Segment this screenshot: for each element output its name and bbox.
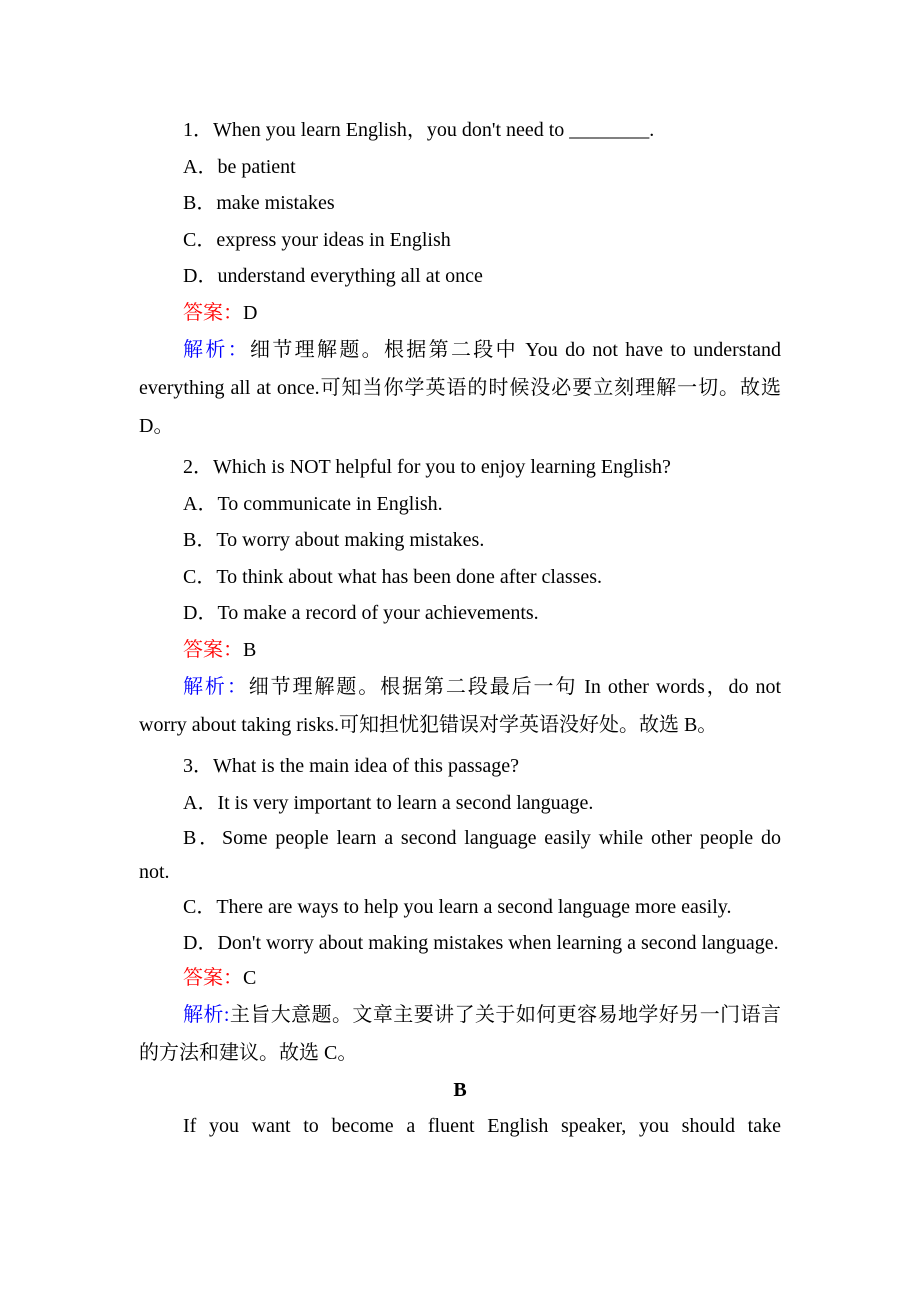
option-c: C．There are ways to help you learn a second language more easily. — [183, 896, 732, 918]
answer-label: 答案： — [183, 301, 243, 324]
option-b: B．To worry about making mistakes. — [183, 529, 485, 551]
answer-value: D — [243, 301, 258, 324]
option-a: A．To communicate in English. — [183, 492, 443, 515]
analysis — [139, 996, 781, 1072]
analysis — [139, 331, 781, 445]
analysis-text: 主旨大意题。文章主要讲了关于如何更容易地学好另一门语言的方法和建议。故选 C。 — [139, 1004, 782, 1064]
option-b: B．make mistakes — [183, 192, 335, 214]
question-stem: 2．Which is NOT helpful for you to enjoy learning English? — [183, 456, 671, 478]
option-d: D．Don't worry about making mistakes when learning a second language. — [183, 931, 779, 954]
document-page — [139, 112, 781, 1145]
answer-value: B — [243, 638, 257, 661]
answer-label: 答案： — [183, 966, 243, 989]
option-c: C．express your ideas in English — [183, 228, 451, 251]
analysis-label: 解析： — [183, 676, 249, 698]
analysis-text: 细节理解题。根据第二段最后一句 In other words，do not worry about taking risks.可知担忧犯错误对学英语没好处。故选 B。 — [139, 676, 782, 736]
answer-line — [139, 632, 781, 669]
section-title: B — [453, 1079, 467, 1101]
question-2 — [139, 449, 781, 744]
question-stem: 1．When you learn English，you don't need to ________. — [183, 119, 655, 141]
option-a: A．be patient — [183, 155, 296, 178]
option-a: A．It is very important to learn a second language. — [183, 791, 594, 814]
analysis-label: 解析： — [183, 339, 250, 361]
option-b: B．Some people learn a second language easily while other people do not. — [139, 827, 781, 883]
option-d: D．To make a record of your achievements. — [183, 602, 539, 624]
question-3 — [139, 748, 781, 1072]
question-stem: 3．What is the main idea of this passage? — [183, 755, 520, 777]
answer-label: 答案： — [183, 638, 243, 661]
option-d: D．understand everything all at once — [183, 265, 483, 287]
answer-line — [139, 295, 781, 332]
analysis-label: 解析: — [183, 1004, 230, 1026]
section-intro: If you want to become a fluent English speaker, you should take — [183, 1115, 781, 1137]
answer-value: C — [243, 966, 257, 989]
question-1 — [139, 112, 781, 445]
analysis — [139, 668, 781, 744]
analysis-text: 细节理解题。根据第二段中 You do not have to understand everything all at once.可知当你学英语的时候没必要立刻理解一切。故选 D。 — [139, 339, 782, 437]
answer-line — [139, 960, 781, 997]
option-c: C．To think about what has been done after classes. — [183, 565, 603, 588]
